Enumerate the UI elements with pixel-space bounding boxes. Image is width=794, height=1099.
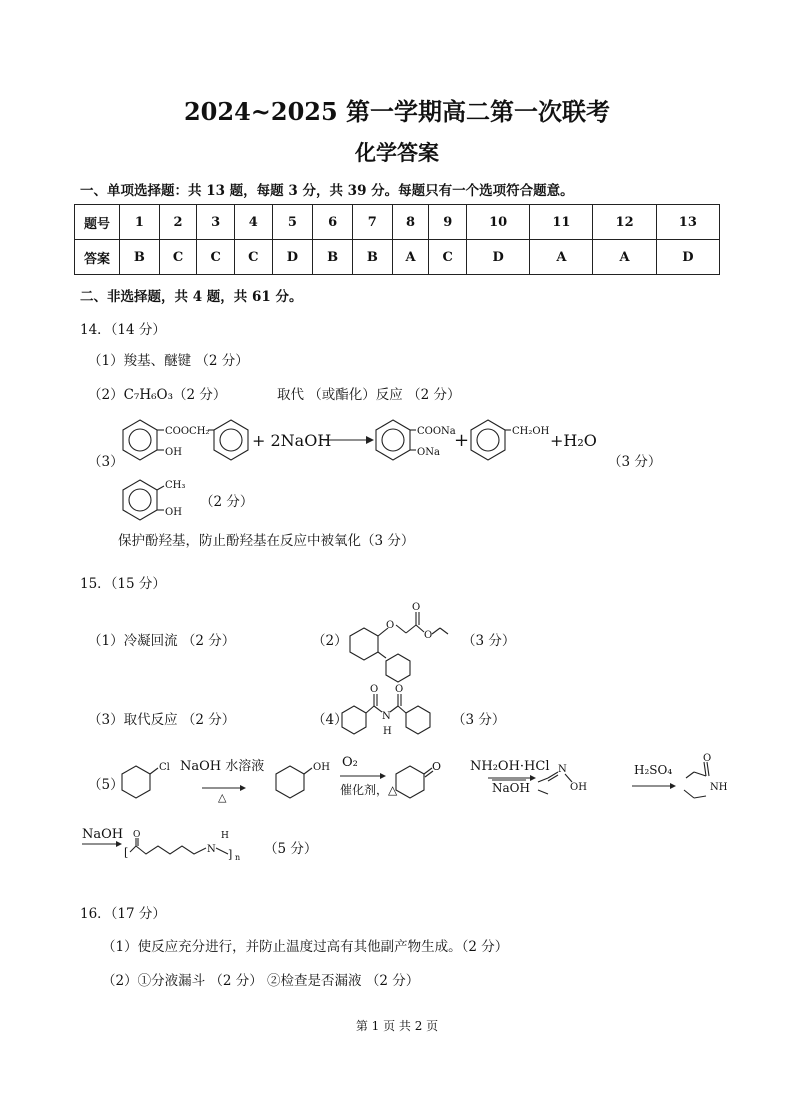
q15-part5-label: （5）	[88, 777, 124, 793]
table-cell: D	[272, 240, 313, 275]
table-cell: 13	[656, 205, 719, 240]
hydroxyl-label: OH	[313, 762, 330, 773]
q16-part1: （1）使反应充分进行，并防止温度过高有其他副产物生成。（2 分）	[102, 939, 509, 955]
chloro-label: Cl	[159, 762, 170, 773]
answer-table	[74, 204, 720, 275]
table-header-cell: 答案	[75, 240, 120, 275]
table-cell: C	[429, 240, 467, 275]
ch3-label: CH₃	[165, 480, 186, 491]
condition-naoh: NaOH	[492, 781, 530, 795]
table-cell: 4	[234, 205, 272, 240]
section-1-heading: 一、单项选择题：共 13 题，每题 3 分，共 39 分。每题只有一个选项符合题意。	[80, 183, 574, 199]
q15-part2-label: （2）	[312, 633, 348, 649]
table-cell: B	[313, 240, 353, 275]
ester-o-label: O	[424, 630, 433, 641]
q15-part4-label: （4）	[312, 712, 348, 728]
condition-h2so4: H₂SO₄	[634, 763, 673, 777]
table-cell: 7	[352, 205, 392, 240]
q14-part2-reaction-type: 取代 （或酯化）反应 （2 分）	[277, 387, 461, 403]
q15-part5-synthesis-route	[118, 752, 738, 812]
table-cell: A	[392, 240, 429, 275]
naoh-term: + 2NaOH	[252, 431, 332, 450]
condition-heat: △	[218, 791, 227, 804]
table-cell: C	[234, 240, 272, 275]
q15-part2-structure	[346, 598, 466, 682]
table-cell: B	[120, 240, 160, 275]
table-cell: A	[593, 240, 656, 275]
table-cell: C	[197, 240, 235, 275]
oh-label: OH	[165, 507, 182, 518]
q14-part3-score: （3 分）	[608, 454, 662, 470]
q14-part1: （1）羧基、醚键 （2 分）	[88, 353, 249, 369]
polymer-n-subscript: n	[235, 853, 241, 862]
condition-hydroxylamine: NH₂OH·HCl	[470, 759, 550, 774]
polymer-h-label: H	[221, 831, 229, 841]
table-cell: 1	[120, 205, 160, 240]
table-cell: A	[530, 240, 593, 275]
q15-part2-score: （3 分）	[462, 633, 516, 649]
table-cell: 2	[159, 205, 197, 240]
condition-o2: O₂	[342, 755, 358, 770]
q15-part6-score: （5 分）	[264, 841, 318, 857]
q16-part2: （2）①分液漏斗 （2 分） ②检查是否漏液 （2 分）	[102, 973, 420, 989]
cooch2-label: COOCH₂	[165, 426, 210, 437]
lactam-o-label: O	[703, 753, 712, 764]
table-cell: D	[467, 240, 530, 275]
svg-text:]: ]	[228, 848, 233, 861]
table-cell: 10	[467, 205, 530, 240]
table-cell: 6	[313, 205, 353, 240]
table-header-cell: 题号	[75, 205, 120, 240]
coona-label: COONa	[417, 426, 456, 437]
q15-part1: （1）冷凝回流 （2 分）	[88, 633, 236, 649]
table-row-numbers	[75, 205, 720, 240]
condition-naoh-aq: NaOH 水溶液	[180, 759, 265, 774]
oxime-n-label: N	[558, 764, 567, 775]
polymer-n-label: N	[207, 844, 216, 855]
q14-part3-label: （3）	[88, 454, 124, 470]
page-title: 2024~2025 第一学期高二第一次联考	[183, 97, 611, 126]
page-subtitle: 化学答案	[355, 140, 439, 165]
ketone-o-label: O	[432, 760, 442, 773]
q14-part4-score: （2 分）	[200, 494, 254, 510]
q14-part2	[88, 383, 226, 403]
amide-h-label: H	[383, 726, 392, 737]
table-cell: C	[159, 240, 197, 275]
condition-catalyst-heat: 催化剂，△	[340, 783, 398, 797]
q14-part5: 保护酚羟基，防止酚羟基在反应中被氧化（3 分）	[118, 533, 415, 549]
table-cell: B	[352, 240, 392, 275]
h2o-term: +H₂O	[550, 431, 597, 450]
q15-part6-polymer-route	[82, 824, 282, 864]
table-cell: 8	[392, 205, 429, 240]
plus-sign: +	[454, 430, 470, 451]
q14-part2-score: （2 分）	[173, 387, 227, 403]
q14-o-cresol-structure	[118, 476, 198, 526]
carbonyl-o-label: O	[412, 602, 421, 613]
q14-reaction-equation	[118, 416, 618, 466]
section-2-heading: 二、非选择题，共 4 题，共 61 分。	[80, 289, 303, 305]
q15-part4-score: （3 分）	[452, 712, 506, 728]
table-cell: D	[656, 240, 719, 275]
table-row-answers	[75, 240, 720, 275]
ona-label: ONa	[417, 447, 440, 458]
q15-part3: （3）取代反应 （2 分）	[88, 712, 236, 728]
carbonyl-o-label: O	[370, 684, 379, 695]
amide-n-label: N	[382, 711, 391, 722]
table-cell: 12	[593, 205, 656, 240]
table-cell: 9	[429, 205, 467, 240]
q14-part2-label: （2）	[88, 387, 124, 403]
lactam-nh-label: NH	[710, 782, 728, 793]
oxime-oh-label: OH	[570, 782, 587, 793]
q15-header: 15．（15 分）	[80, 576, 166, 592]
oh-label: OH	[165, 447, 182, 458]
q14-header: 14．（14 分）	[80, 322, 166, 338]
svg-text:[: [	[124, 846, 129, 859]
ch2oh-label: CH₂OH	[512, 426, 550, 437]
condition-naoh-final: NaOH	[82, 827, 124, 842]
q15-part4-dibenzamide-structure	[340, 684, 444, 744]
ether-o-label: O	[386, 620, 395, 631]
polymer-o-label: O	[133, 830, 141, 840]
carbonyl-o-label: O	[395, 684, 404, 695]
table-cell: 11	[530, 205, 593, 240]
table-cell: 3	[197, 205, 235, 240]
table-cell: 5	[272, 205, 313, 240]
q16-header: 16．（17 分）	[80, 906, 166, 922]
q14-formula: C₇H₆O₃	[123, 387, 173, 403]
page-footer: 第 1 页 共 2 页	[355, 1019, 439, 1033]
